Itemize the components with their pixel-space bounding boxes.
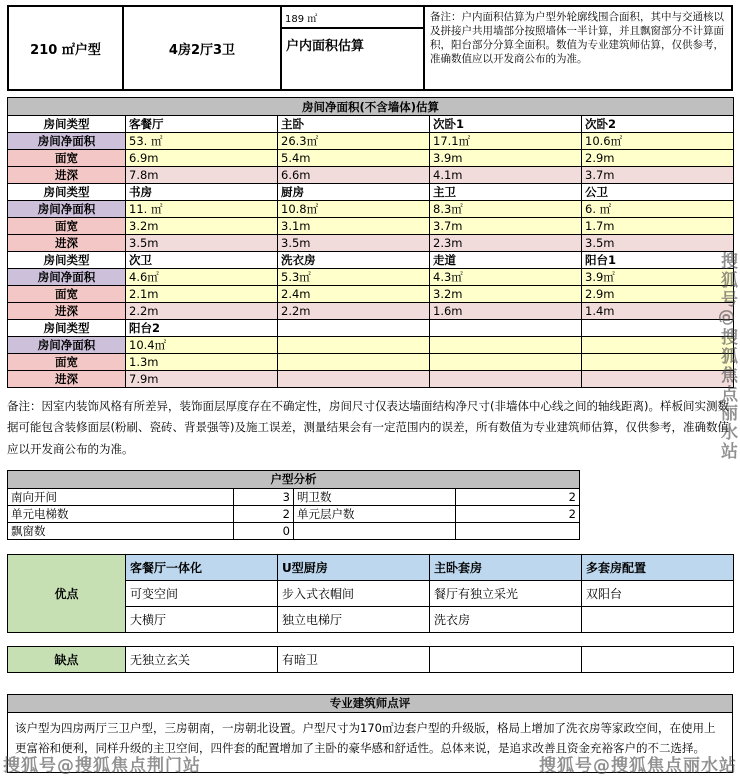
analysis-label: 飘窗数 (8, 522, 234, 539)
room-table-header-row (8, 98, 734, 116)
room-row-label: 面宽 (8, 218, 126, 235)
room-table-row (8, 252, 734, 269)
room-row-label: 房间净面积 (8, 269, 126, 286)
disadvantages-table (7, 646, 734, 673)
room-cell: 主卫 (430, 184, 582, 201)
advantages-row (8, 554, 734, 580)
room-cell: 次卫 (126, 252, 278, 269)
room-row-label: 房间类型 (8, 252, 126, 269)
advantages-item: 客餐厅一体化 (126, 554, 278, 580)
room-cell: 7.8m (126, 167, 278, 184)
watermark-right-vertical: 搜狐号@搜狐焦点丽水站 (717, 252, 737, 461)
room-table-row (8, 133, 734, 150)
advantages-item: 主卧套房 (430, 554, 582, 580)
room-table-row (8, 371, 734, 388)
room-row-label: 进深 (8, 371, 126, 388)
room-cell: 2.2m (126, 303, 278, 320)
room-cell: 1.6m (430, 303, 582, 320)
advantages-item: 独立电梯厅 (278, 606, 430, 632)
advantages-item: 餐厅有独立采光 (430, 580, 582, 606)
advantages-item: U型厨房 (278, 554, 430, 580)
room-cell: 8.3㎡ (430, 201, 582, 218)
room-cell: 1.7m (582, 218, 734, 235)
room-cell: 26.3㎡ (278, 133, 430, 150)
room-cell: 主卧 (278, 116, 430, 133)
analysis-label: 南向开间 (8, 488, 234, 505)
room-cell: 3.5m (278, 235, 430, 252)
analysis-label: 单元电梯数 (8, 505, 234, 522)
room-table-row (8, 218, 734, 235)
room-cell: 2.9m (582, 286, 734, 303)
room-cell (582, 337, 734, 354)
review-text: 该户型为四房两厅三卫户型，三房朝南，一房朝北设置。户型尺寸为170㎡边套户型的升级版，格局上增加了洗衣房等家政空间，在使用上更富裕和便利，同样升级的主卫空间，四件套的配置增加了主卧的豪华感和舒适性。总体来说，是追求改善且资金充裕客户的不二选择。 (8, 712, 733, 772)
room-table-row (8, 235, 734, 252)
room-cell: 10.8㎡ (278, 201, 430, 218)
top-header (7, 5, 733, 91)
analysis-header-row (8, 470, 580, 488)
room-cell: 客餐厅 (126, 116, 278, 133)
unit-size-text: 210 ㎡户型 (30, 42, 101, 58)
room-table-row (8, 303, 734, 320)
analysis-label: 单元层户数 (294, 505, 456, 522)
layout-cell (122, 5, 282, 91)
room-row-label: 面宽 (8, 354, 126, 371)
room-cell: 10.6㎡ (582, 133, 734, 150)
room-cell: 1.3m (126, 354, 278, 371)
room-cell: 3.9m (430, 150, 582, 167)
total-area-value: 189 ㎡ (282, 7, 423, 29)
advantages-item: 步入式衣帽间 (278, 580, 430, 606)
room-row-label: 房间类型 (8, 184, 126, 201)
room-table-row (8, 354, 734, 371)
advantages-item: 双阳台 (582, 580, 734, 606)
disadvantages-item (582, 646, 734, 672)
advantages-table (7, 554, 734, 633)
room-cell: 3.9㎡ (582, 269, 734, 286)
analysis-row (8, 505, 580, 522)
room-cell: 3.2m (430, 286, 582, 303)
room-row-label: 面宽 (8, 150, 126, 167)
room-cell (278, 371, 430, 388)
room-cell: 2.2m (278, 303, 430, 320)
analysis-row (8, 488, 580, 505)
room-cell (278, 337, 430, 354)
room-row-label: 进深 (8, 167, 126, 184)
room-cell: 书房 (126, 184, 278, 201)
header-note: 备注：户内面积估算为户型外轮廓线围合面积，其中与交通核以及拼接户共用墙部分按照墙体一半计算，并且飘窗部分不计算面积，阳台部分分算全面积。数值为专业建筑师估算，仅供参考，准确数值应以开发商公布的为准。 (423, 5, 733, 91)
room-table-row (8, 320, 734, 337)
room-cell: 5.3㎡ (278, 269, 430, 286)
analysis-value: 2 (456, 505, 580, 522)
room-table-title: 房间净面积(不含墙体)估算 (8, 98, 734, 116)
watermark-bottom-left: 搜狐号@搜狐焦点荆门站 (3, 756, 201, 776)
room-cell: 走道 (430, 252, 582, 269)
analysis-value: 0 (234, 522, 294, 539)
room-cell (278, 354, 430, 371)
room-cell: 4.6㎡ (126, 269, 278, 286)
room-row-label: 房间净面积 (8, 201, 126, 218)
room-table-row (8, 286, 734, 303)
room-table-row (8, 269, 734, 286)
advantages-label: 优点 (8, 554, 126, 632)
disadvantages-item (430, 646, 582, 672)
layout-text: 4房2厅3卫 (168, 42, 236, 58)
review-body-row (8, 712, 733, 772)
room-cell: 厨房 (278, 184, 430, 201)
room-cell: 10.4㎡ (126, 337, 278, 354)
room-cell: 洗衣房 (278, 252, 430, 269)
room-cell: 3.7m (582, 167, 734, 184)
room-cell (582, 371, 734, 388)
room-cell (582, 354, 734, 371)
watermark-bottom-right: 搜狐号@搜狐焦点丽水站 (539, 756, 737, 776)
room-cell: 阳台1 (582, 252, 734, 269)
review-header-row (8, 694, 733, 712)
advantages-item: 多套房配置 (582, 554, 734, 580)
room-cell: 公卫 (582, 184, 734, 201)
advantages-item: 洗衣房 (430, 606, 582, 632)
room-cell: 6. ㎡ (582, 201, 734, 218)
room-cell: 6.6m (278, 167, 430, 184)
room-cell (582, 320, 734, 337)
room-cell: 2.9m (582, 150, 734, 167)
analysis-label: 明卫数 (294, 488, 456, 505)
room-cell: 4.3㎡ (430, 269, 582, 286)
disadvantages-item: 有暗卫 (278, 646, 430, 672)
room-cell: 2.4m (278, 286, 430, 303)
analysis-value: 2 (456, 488, 580, 505)
analysis-value: 2 (234, 505, 294, 522)
advantages-item (582, 606, 734, 632)
room-cell: 17.1㎡ (430, 133, 582, 150)
area-estimate-title: 户内面积估算 (286, 39, 365, 54)
room-cell: 7.9m (126, 371, 278, 388)
room-cell (430, 371, 582, 388)
room-row-label: 进深 (8, 235, 126, 252)
room-cell (278, 320, 430, 337)
disadvantages-item: 无独立玄关 (126, 646, 278, 672)
room-row-label: 进深 (8, 303, 126, 320)
review-title: 专业建筑师点评 (8, 694, 733, 712)
room-cell: 4.1m (430, 167, 582, 184)
room-row-label: 房间净面积 (8, 337, 126, 354)
advantages-item: 可变空间 (126, 580, 278, 606)
analysis-title: 户型分析 (8, 470, 580, 488)
room-cell: 次卧1 (430, 116, 582, 133)
room-row-label: 房间类型 (8, 320, 126, 337)
room-area-table (7, 97, 734, 388)
room-table-row (8, 201, 734, 218)
room-cell: 53. ㎡ (126, 133, 278, 150)
room-cell: 3.5m (582, 235, 734, 252)
room-table-row (8, 167, 734, 184)
room-cell: 3.7m (430, 218, 582, 235)
room-cell: 3.5m (126, 235, 278, 252)
disadvantages-label: 缺点 (8, 646, 126, 672)
room-table-row (8, 116, 734, 133)
room-cell: 6.9m (126, 150, 278, 167)
analysis-value: 3 (234, 488, 294, 505)
room-row-label: 面宽 (8, 286, 126, 303)
review-table (7, 694, 733, 773)
unit-size-cell (7, 5, 124, 91)
room-cell: 2.1m (126, 286, 278, 303)
room-cell: 1.4m (582, 303, 734, 320)
advantages-item: 大横厅 (126, 606, 278, 632)
room-cell: 3.1m (278, 218, 430, 235)
room-cell: 2.3m (430, 235, 582, 252)
room-cell: 3.2m (126, 218, 278, 235)
room-row-label: 房间类型 (8, 116, 126, 133)
room-table-row (8, 184, 734, 201)
analysis-value (456, 522, 580, 539)
room-table-row (8, 337, 734, 354)
analysis-row (8, 522, 580, 539)
area-estimate-cell (280, 5, 425, 91)
room-cell: 次卧2 (582, 116, 734, 133)
room-table-row (8, 150, 734, 167)
room-cell: 阳台2 (126, 320, 278, 337)
room-cell (430, 337, 582, 354)
room-cell: 5.4m (278, 150, 430, 167)
disadvantages-row (8, 646, 734, 672)
room-cell: 11. ㎡ (126, 201, 278, 218)
analysis-label (294, 522, 456, 539)
analysis-table (7, 470, 580, 540)
room-cell (430, 354, 582, 371)
measurement-note: 备注：因室内装饰风格有所差异，装饰面层厚度存在不确定性，房间尺寸仅表达墙面结构净尺寸(非墙体中心线之间的轴线距离)。样板间实测数据可能包含装修面层(粉刷、瓷砖、背景强等)及施工误差，测量结果会有一定范围内的误差，所有数值为专业建筑师估算，仅供参考，准确数值应以开发商公布的为准。 (7, 399, 729, 456)
room-row-label: 房间净面积 (8, 133, 126, 150)
room-cell (430, 320, 582, 337)
